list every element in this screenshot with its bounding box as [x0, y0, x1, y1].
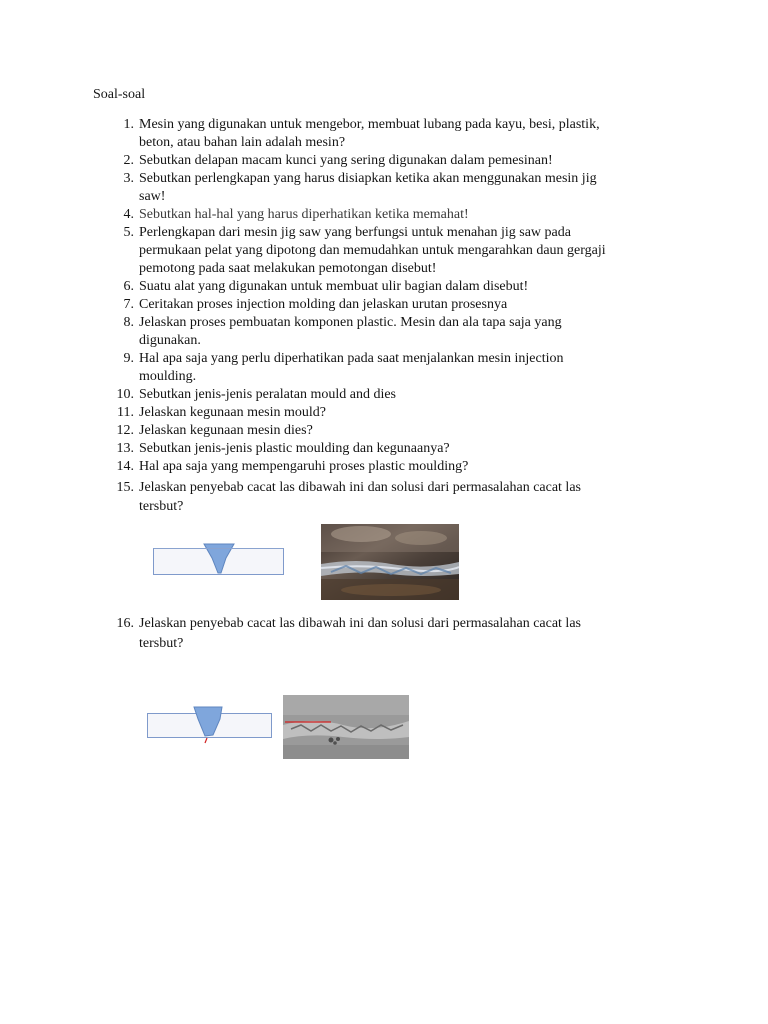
question-number: 15. — [116, 480, 134, 495]
question-number: 9. — [123, 351, 134, 366]
question-text-line: Hal apa saja yang perlu diperhatikan pada saat menjalankan mesin injection — [139, 351, 564, 366]
question-number: 6. — [123, 279, 134, 294]
question-text — [139, 170, 669, 206]
question-text-line: Jelaskan kegunaan mesin mould? — [139, 405, 327, 420]
question-text — [139, 350, 669, 386]
question-text — [139, 314, 669, 350]
question-text-line: pemotong pada saat melakukan pemotongan disebut! — [139, 261, 437, 276]
question-text-line: permukaan pelat yang dipotong dan memudahkan untuk mengarahkan daun gergaji — [139, 243, 606, 258]
question-text-line: Mesin yang digunakan untuk mengebor, membuat lubang pada kayu, besi, plastik, — [139, 117, 600, 132]
question-text-line: Sebutkan hal-hal yang harus diperhatikan ketika memahat! — [139, 207, 469, 222]
weld-diagram-q16 — [146, 705, 274, 745]
question-text-line: Jelaskan penyebab cacat las dibawah ini dan solusi dari permasalahan cacat las — [139, 616, 581, 631]
question-text — [139, 278, 669, 296]
question-text — [139, 116, 669, 152]
question-text — [139, 614, 669, 654]
question-number: 13. — [116, 441, 134, 456]
question-number: 8. — [123, 315, 134, 330]
question-text-line: Hal apa saja yang mempengaruhi proses plastic moulding? — [139, 459, 469, 474]
question-text — [139, 296, 669, 314]
weld-photo-q15 — [321, 524, 459, 600]
weld-diagram-q15 — [152, 540, 286, 580]
question-text-line: Sebutkan jenis-jenis plastic moulding dan kegunaanya? — [139, 441, 450, 456]
question-text — [139, 386, 669, 404]
question-text-line: moulding. — [139, 369, 197, 384]
page-heading: Soal-soal — [93, 87, 146, 102]
question-text — [139, 422, 669, 440]
question-text — [139, 458, 669, 476]
question-text — [139, 440, 669, 458]
question-text-line: Sebutkan jenis-jenis peralatan mould and dies — [139, 387, 396, 402]
question-number: 16. — [116, 616, 134, 631]
question-number: 4. — [123, 207, 134, 222]
question-text-line: Jelaskan kegunaan mesin dies? — [139, 423, 313, 438]
question-text-line: Sebutkan delapan macam kunci yang sering digunakan dalam pemesinan! — [139, 153, 553, 168]
question-text — [139, 224, 669, 278]
question-text-line: Jelaskan proses pembuatan komponen plastic. Mesin dan ala tapa saja yang — [139, 315, 562, 330]
question-text — [139, 478, 669, 516]
question-text-line: tersbut? — [139, 636, 184, 651]
question-text-line: Jelaskan penyebab cacat las dibawah ini dan solusi dari permasalahan cacat las — [139, 480, 581, 495]
question-text-line: saw! — [139, 189, 166, 204]
question-text-line: Perlengkapan dari mesin jig saw yang berfungsi untuk menahan jig saw pada — [139, 225, 571, 240]
question-number: 14. — [116, 459, 134, 474]
question-text — [139, 152, 669, 170]
question-number: 7. — [123, 297, 134, 312]
question-text-line: digunakan. — [139, 333, 201, 348]
question-number: 3. — [123, 171, 134, 186]
question-number: 2. — [123, 153, 134, 168]
question-number: 10. — [116, 387, 134, 402]
question-text-line: tersbut? — [139, 499, 184, 514]
question-number: 1. — [123, 117, 134, 132]
question-text — [139, 206, 669, 224]
question-text-line: Ceritakan proses injection molding dan jelaskan urutan prosesnya — [139, 297, 508, 312]
question-text-line: beton, atau bahan lain adalah mesin? — [139, 135, 346, 150]
weld-photo-q16 — [283, 695, 409, 759]
question-text-line: Sebutkan perlengkapan yang harus disiapkan ketika akan menggunakan mesin jig — [139, 171, 597, 186]
question-number: 5. — [123, 225, 134, 240]
question-text — [139, 404, 669, 422]
question-number: 11. — [117, 405, 134, 420]
question-number: 12. — [116, 423, 134, 438]
question-text-line: Suatu alat yang digunakan untuk membuat ulir bagian dalam disebut! — [139, 279, 529, 294]
